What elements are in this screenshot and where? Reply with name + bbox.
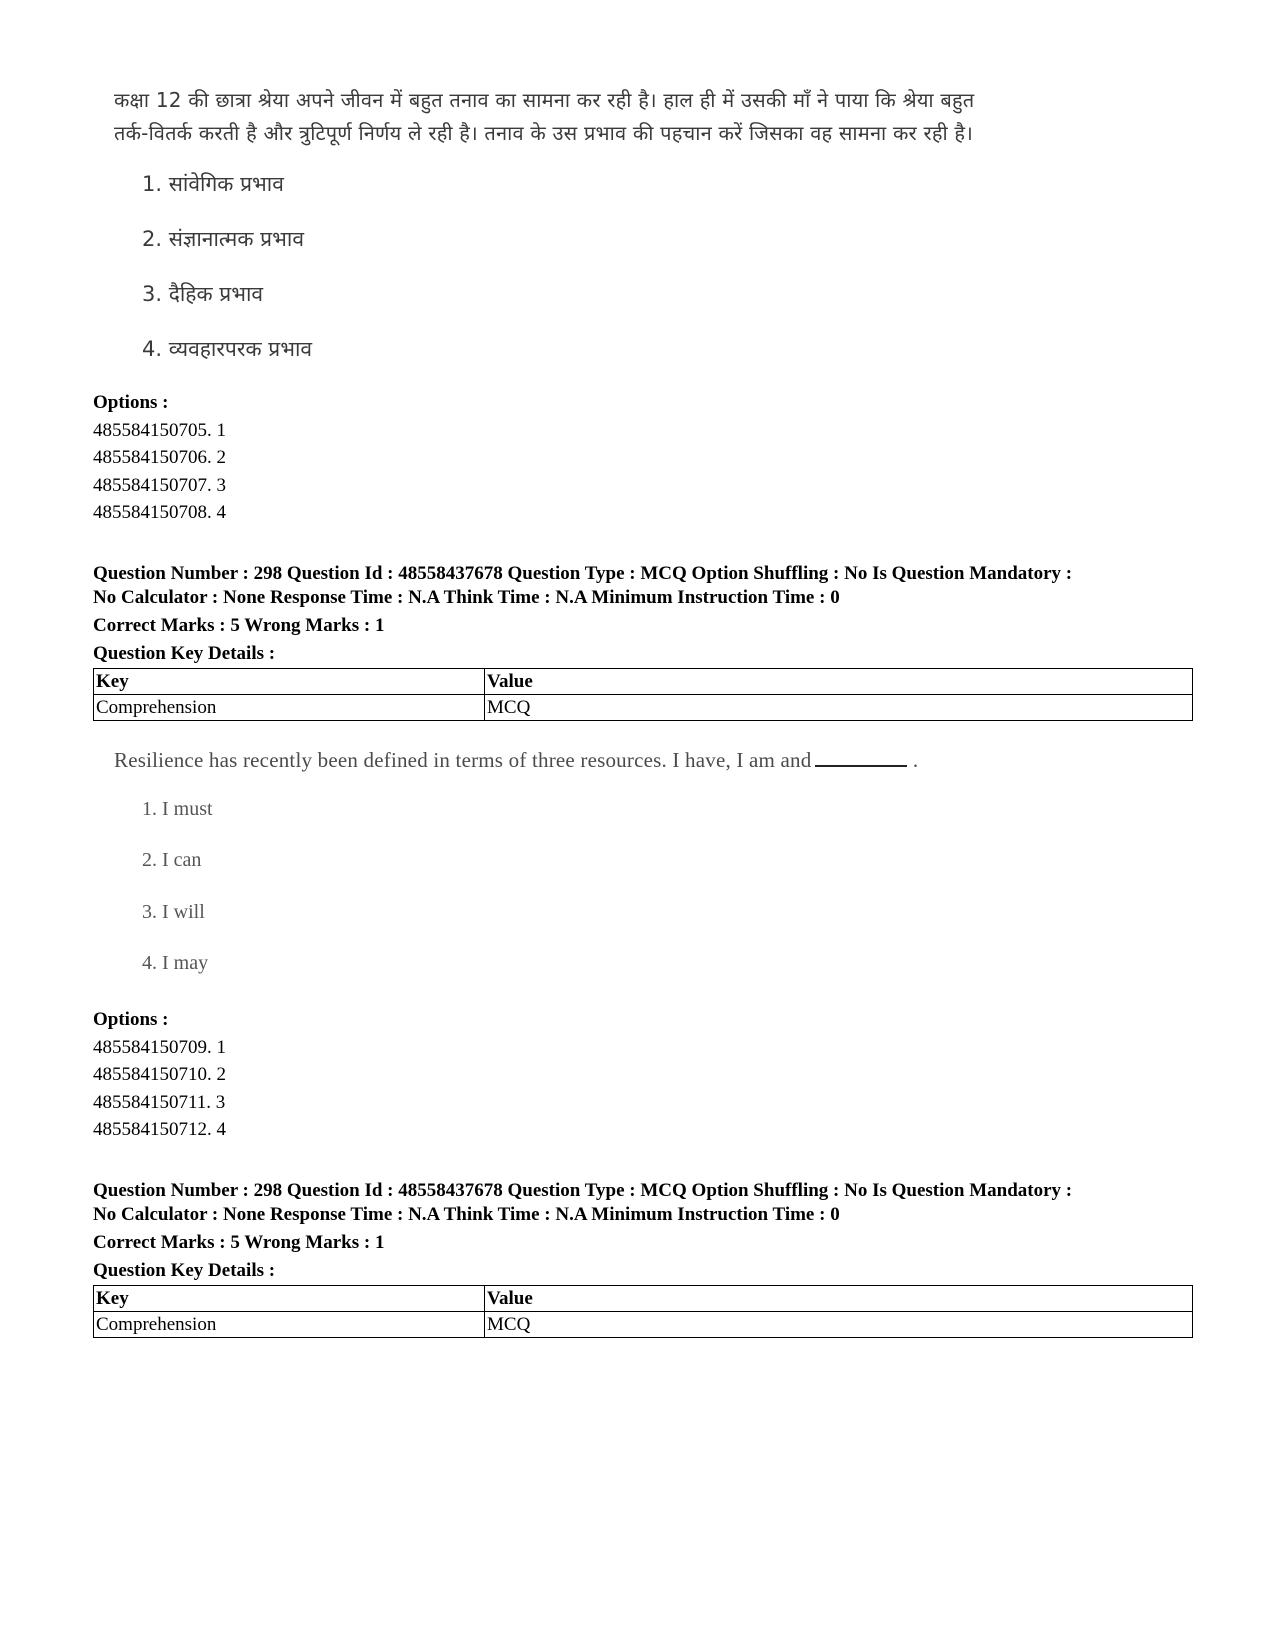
option-id-1: 485584150709. 1 — [93, 1036, 226, 1058]
meta-line-2: No Calculator : None Response Time : N.A Think Time : N.A Minimum Instruction Time : 0 — [93, 587, 840, 608]
table-cell-value: MCQ — [485, 695, 1193, 721]
question-1-choice-1: 1. सांवेगिक प्रभाव — [142, 172, 284, 196]
table-row — [94, 695, 1193, 721]
option-id-2: 485584150710. 2 — [93, 1064, 226, 1085]
options-label: Options : — [93, 392, 169, 413]
question-2-options — [93, 1006, 226, 1144]
question-2-stem-text: Resilience has recently been defined in terms of three resources. I have, I am and — [114, 748, 812, 772]
table-header-key: Key — [94, 669, 485, 695]
key-details-table-1 — [93, 668, 1193, 721]
key-details-table-2 — [93, 1285, 1193, 1338]
table-header-row — [94, 669, 1193, 695]
question-1-stem-line-2: तर्क-वितर्क करती है और त्रुटिपूर्ण निर्णय ले रही है। तनाव के उस प्रभाव की पहचान करें जिसका वह सामना कर रही है। — [114, 121, 974, 145]
question-2-choice-2: 2. I can — [142, 849, 202, 871]
table-header-row — [94, 1286, 1193, 1312]
question-1-stem — [114, 84, 974, 150]
question-1-choice-3: 3. दैहिक प्रभाव — [142, 282, 264, 306]
option-id-4: 485584150712. 4 — [93, 1119, 226, 1140]
question-1-choice-4: 4. व्यवहारपरक प्रभाव — [142, 337, 313, 361]
meta-line-2: No Calculator : None Response Time : N.A Think Time : N.A Minimum Instruction Time : 0 — [93, 1204, 840, 1225]
table-header-value: Value — [485, 669, 1193, 695]
question-meta-1 — [93, 562, 1193, 666]
table-row — [94, 1312, 1193, 1338]
key-details-label: Question Key Details : — [93, 643, 276, 664]
question-1-image — [114, 84, 975, 361]
question-2-choice-3: 3. I will — [142, 901, 205, 923]
option-id-4: 485584150708. 4 — [93, 502, 226, 523]
meta-line-1: Question Number : 298 Question Id : 48558437678 Question Type : MCQ Option Shuffling : No Is Question Mandatory : — [93, 563, 1073, 584]
question-2-stem-end: . — [912, 748, 919, 772]
option-id-2: 485584150706. 2 — [93, 447, 226, 468]
table-header-key: Key — [94, 1286, 485, 1312]
question-meta-2 — [93, 1179, 1193, 1283]
question-1-choice-2: 2. संज्ञानात्मक प्रभाव — [142, 227, 304, 251]
question-1-options — [93, 389, 226, 527]
marks-line: Correct Marks : 5 Wrong Marks : 1 — [93, 615, 385, 636]
table-cell-value: MCQ — [485, 1312, 1193, 1338]
question-1-stem-line-1: कक्षा 12 की छात्रा श्रेया अपने जीवन में बहुत तनाव का सामना कर रही है। हाल ही में उसकी माँ ने पाया कि श्रेया बहुत — [114, 88, 975, 112]
option-id-3: 485584150711. 3 — [93, 1091, 226, 1113]
question-2-choice-1: 1. I must — [142, 798, 213, 820]
question-2-stem — [114, 744, 918, 777]
option-id-3: 485584150707. 3 — [93, 474, 226, 496]
question-2-choice-4: 4. I may — [142, 952, 209, 974]
marks-line: Correct Marks : 5 Wrong Marks : 1 — [93, 1232, 385, 1253]
options-label: Options : — [93, 1009, 169, 1030]
question-2-image — [114, 744, 919, 974]
table-cell-key: Comprehension — [94, 1312, 485, 1338]
option-id-1: 485584150705. 1 — [93, 419, 226, 441]
key-details-label: Question Key Details : — [93, 1260, 276, 1281]
table-cell-key: Comprehension — [94, 695, 485, 721]
table-header-value: Value — [485, 1286, 1193, 1312]
meta-line-1: Question Number : 298 Question Id : 48558437678 Question Type : MCQ Option Shuffling : No Is Question Mandatory : — [93, 1180, 1073, 1201]
answer-blank — [815, 747, 907, 767]
